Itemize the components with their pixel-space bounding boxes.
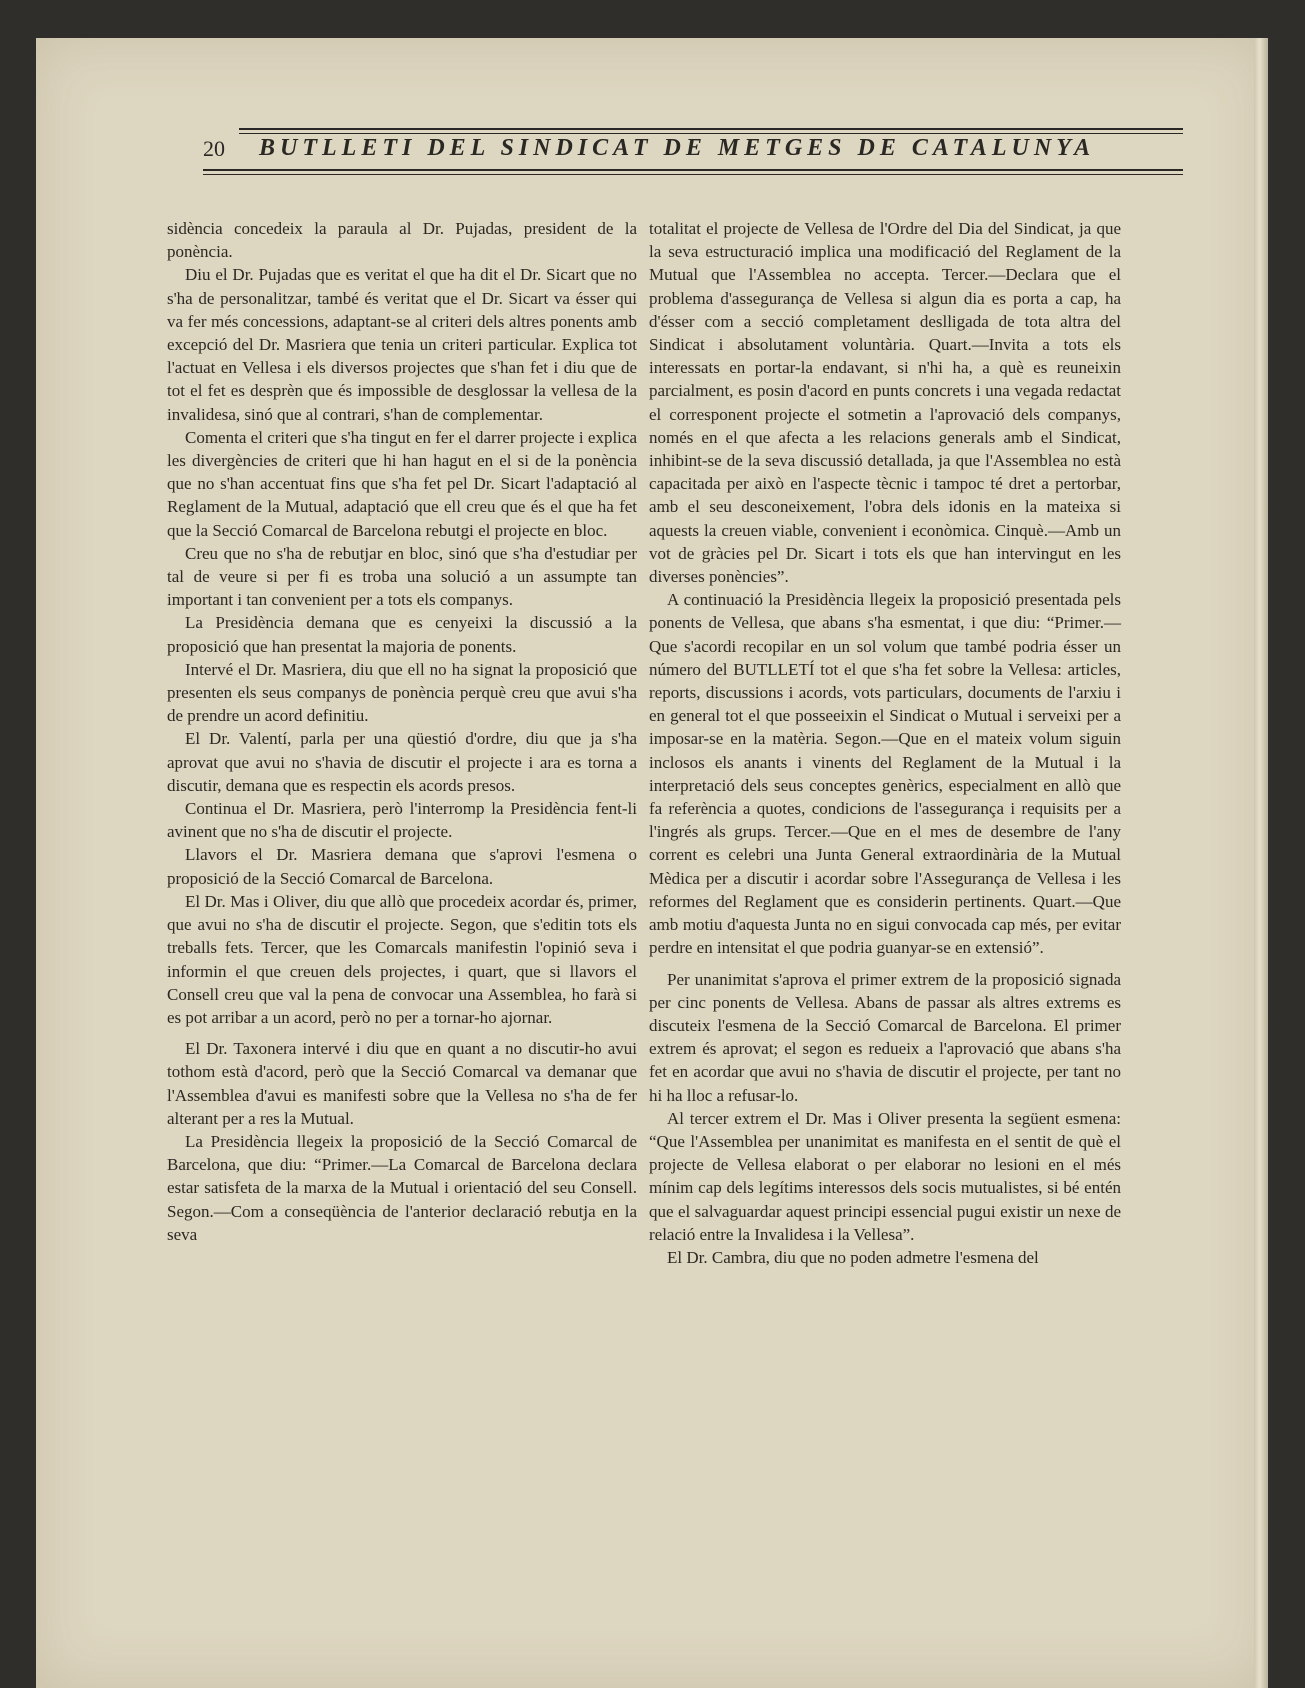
header-rule-bottom-thin bbox=[203, 174, 1183, 175]
paragraph: El Dr. Cambra, diu que no poden admetre l'esmena del bbox=[667, 1247, 1039, 1267]
paragraph: Al tercer extrem el Dr. Mas i Oliver presenta la següent esmena: “Que l'Assemblea per unanimitat es manifesta en el sentit de què el projecte de Vellesa elaborat o per elaborar no lesioni en el més mínim cap dels legítims interessos dels socis mutualistes, si bé entén que el salvaguardar aquest principi essencial pugui existir un nexe de relació entre la Invalidesa i la Vellesa”. bbox=[649, 1108, 1121, 1244]
paragraph: La Presidència llegeix la proposició de la Secció Comarcal de Barcelona, que diu: “Primer.—La Comarcal de Barcelona declara estar satisfeta de la marxa de la Mutual i orientació del seu Consell. Segon.—Com a conseqüència de l'anterior declaració rebutja en la seva bbox=[167, 1131, 637, 1244]
header-rule-top-thin bbox=[239, 133, 1183, 134]
document-page bbox=[36, 38, 1268, 1688]
paragraph: El Dr. Taxonera intervé i diu que en quant a no discutir-ho avui tothom està d'acord, però que la Secció Comarcal va demanar que l'Assemblea d'avui es manifesti sobre que la Vellesa no s'ha de fer alterant per a res la Mutual. bbox=[167, 1039, 637, 1128]
paragraph: El Dr. Valentí, parla per una qüestió d'ordre, diu que ja s'ha aprovat que avui no s'havia de discutir el projecte i ara es torna a discutir, demana que es respectin els acords presos. bbox=[167, 729, 637, 795]
paragraph: Intervé el Dr. Masriera, diu que ell no ha signat la proposició que presenten els seus companys de ponència perquè creu que avui s'ha de prendre un acord definitiu. bbox=[167, 659, 637, 726]
paragraph: Per unanimitat s'aprova el primer extrem de la proposició signada per cinc ponents de Vellesa. Abans de passar als altres extrems es discuteix l'esmena de la Secció Comarcal de Barcelona. El primer extrem és aprovat; el segon es redueix a l'aprovació que abans s'ha fet en acordar que avui no s'havia de discutir el projecte, per tant no hi ha lloc a refusar-lo. bbox=[649, 969, 1121, 1105]
header-rule-bottom bbox=[203, 169, 1183, 171]
running-header bbox=[203, 128, 1183, 180]
paragraph: Diu el Dr. Pujadas que es veritat el que ha dit el Dr. Sicart que no s'ha de personalitzar, també és veritat que el Dr. Sicart va ésser qui va fer més concessions, adaptant-se al criteri dels altres ponents amb excepció del Dr. Masriera que tenia un criteri particular. Explica tot l'actuat en Vellesa i els diversos projectes que s'han fet i diu que de tot el fet es desprèn que és impossible de desglossar la vellesa de la invalidesa, sinó que al contrari, s'han de complementar. bbox=[167, 265, 637, 424]
header-rule-top bbox=[239, 128, 1183, 130]
paragraph: Comenta el criteri que s'ha tingut en fer el darrer projecte i explica les divergències de criteri que hi han hagut en el si de la ponència que no s'han accentuat fins que s'ha fet pel Dr. Sicart l'adaptació al Reglament de la Mutual, adaptació que ell creu que és el que ha fet que la Secció Comarcal de Barcelona rebutgi el projecte en bloc. bbox=[167, 427, 637, 540]
paragraph: Llavors el Dr. Masriera demana que s'aprovi l'esmena o proposició de la Secció Comarcal de Barcelona. bbox=[167, 845, 637, 888]
paragraph: La Presidència demana que es cenyeixi la discussió a la proposició que han presentat la majoria de ponents. bbox=[167, 613, 637, 656]
paragraph: El Dr. Mas i Oliver, diu que allò que procedeix acordar és, primer, que avui no s'ha de discutir el projecte. Segon, que s'editin tots els treballs fets. Tercer, que les Comarcals manifestin l'opinió seva i informin el que creuen dels projectes, i quart, que si llavors el Consell creu que val la pena de convocar una Assemblea, ho farà si es pot arribar a un acord, però no per a tornar-ho ajornar. bbox=[167, 891, 637, 1027]
page-edge bbox=[1254, 38, 1268, 1688]
paragraph: totalitat el projecte de Vellesa de l'Ordre del Dia del Sindicat, ja que la seva estructuració implica una modificació del Reglament de la Mutual que l'Assemblea no accepta. Tercer.—Declara que el problema d'assegurança de Vellesa si algun dia es porta a cap, ha d'ésser com a secció completament deslligada de tota altra del Sindicat i absolutament voluntària. Quart.—Invita a tots els interessats en portar-la endavant, si n'hi ha, a què es reuneixin parcialment, es posin d'acord en punts concrets i una vegada redactat el corresponent projecte el sotmetin a l'aprovació dels companys, només en el que afecta a les relacions generals amb el Sindicat, inhibint-se de la seva discussió detallada, ja que l'Assemblea no està capacitada per això en l'aspecte tècnic i tampoc té dret a pertorbar, amb el seu desconeixement, l'obra dels idonis en la mateixa si aquests la creuen viable, convenient i econòmica. Cinquè.—Amb un vot de gràcies pel Dr. Sicart i tots els que han intervingut en les diverses ponències”. bbox=[649, 219, 1121, 587]
paragraph: A continuació la Presidència llegeix la proposició presentada pels ponents de Vellesa, que abans s'ha esmentat, i que diu: “Primer.—Que s'acordi recopilar en un sol volum que també podria ésser un número del BUTLLETÍ tot el que s'ha fet sobre la Vellesa: articles, reports, discussions i acords, vots particulars, documents de l'arxiu i en general tot el que posseeixin el Sindicat o Mutual i serveixi per a imposar-se en la matèria. Segon.—Que en el mateix volum siguin inclosos els anants i vinents del Reglament de la Mutual i la interpretació dels seus conceptes genèrics, especialment en allò que fa referència a quotes, condicions de l'assegurança i requisits per a l'ingrés als grups. Tercer.—Que en el mes de desembre de l'any corrent es celebri una Junta General extraordinària de la Mutual Mèdica per a discutir i acordar sobre l'Assegurança de Vellesa i les reformes del Reglament que es considerin pertinents. Quart.—Que amb motiu d'aquesta Junta no en sigui convocada cap més, per evitar perdre en intensitat el que podria guanyar-se en extensió”. bbox=[649, 590, 1121, 958]
paragraph: Continua el Dr. Masriera, però l'interromp la Presidència fent-li avinent que no s'ha de discutir el projecte. bbox=[167, 799, 637, 842]
paragraph: sidència concedeix la paraula al Dr. Pujadas, president de la ponència. bbox=[167, 219, 637, 262]
page-number: 20 bbox=[203, 136, 225, 161]
right-column bbox=[649, 217, 1121, 1269]
left-column bbox=[167, 217, 637, 1246]
paragraph: Creu que no s'ha de rebutjar en bloc, sinó que s'ha d'estudiar per tal de veure si per fi es troba una solució a un assumpte tan important i tan convenient per a tots els companys. bbox=[167, 543, 637, 610]
running-title: BUTLLETI DEL SINDICAT DE METGES DE CATALUNYA bbox=[259, 135, 1096, 161]
